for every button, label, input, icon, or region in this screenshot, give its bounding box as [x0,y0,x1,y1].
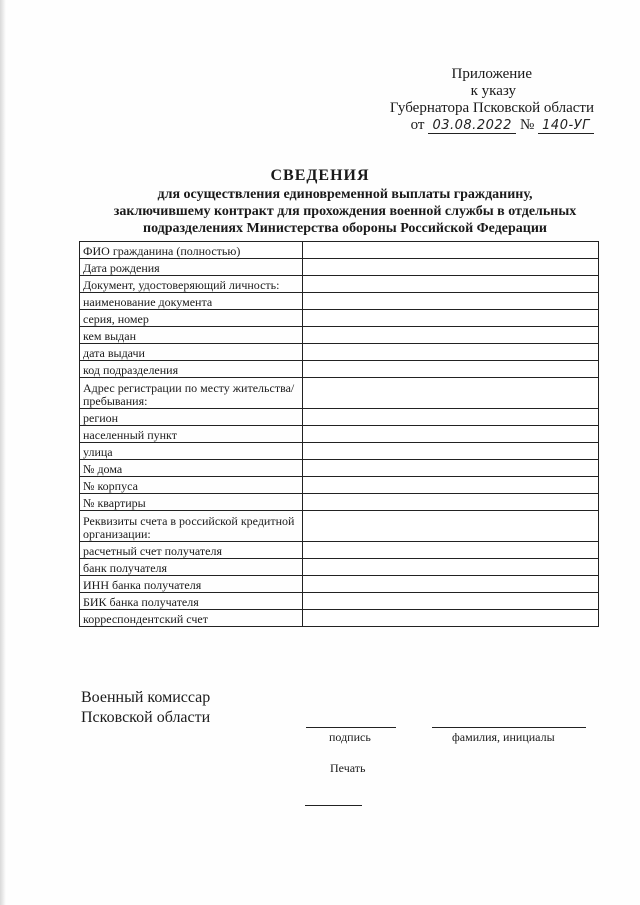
table-row [80,242,599,259]
table-row [80,378,599,409]
number-prefix: № [519,117,535,133]
table-row [80,511,599,542]
table-row [80,361,599,378]
signature-caption: подпись [329,730,371,744]
row-label: Документ, удостоверяющий личность: [80,276,303,293]
row-value-field[interactable] [303,276,599,293]
row-label: Дата рождения [80,259,303,276]
row-label: регион [80,409,303,426]
row-label: Реквизиты счета в российской кредитной организации: [80,511,303,542]
row-label: ФИО гражданина (полностью) [80,242,303,259]
row-value-field[interactable] [303,259,599,276]
row-value-field[interactable] [303,443,599,460]
row-value-field[interactable] [303,293,599,310]
signatory-title-line-2: Псковской области [81,709,211,726]
name-initials-caption: фамилия, инициалы [452,730,555,744]
row-value-field[interactable] [303,344,599,361]
signature-line[interactable] [306,727,396,728]
row-value-field[interactable] [303,310,599,327]
decree-label: к указу [470,83,516,99]
name-initials-line[interactable] [432,727,586,728]
row-value-field[interactable] [303,460,599,477]
row-label: корреспондентский счет [80,610,303,627]
subtitle-line-2: заключившему контракт для прохождения военной службы в отдельных [113,204,577,219]
info-form-table [79,241,599,627]
row-label: БИК банка получателя [80,593,303,610]
row-label: код подразделения [80,361,303,378]
governor-label: Губернатора Псковской области [389,100,594,116]
stamp-line [305,805,362,806]
decree-number: 140-УГ [538,119,594,134]
row-value-field[interactable] [303,426,599,443]
row-label: Адрес регистрации по месту жительства/пребывания: [80,378,303,409]
subtitle-line-1: для осуществления единовременной выплаты гражданину, [157,187,533,202]
row-label: улица [80,443,303,460]
table-row [80,593,599,610]
row-value-field[interactable] [303,610,599,627]
table-row [80,610,599,627]
table-row [80,344,599,361]
row-value-field[interactable] [303,494,599,511]
row-label: наименование документа [80,293,303,310]
appendix-label: Приложение [451,66,532,82]
row-value-field[interactable] [303,477,599,494]
row-value-field[interactable] [303,361,599,378]
row-value-field[interactable] [303,327,599,344]
row-value-field[interactable] [303,511,599,542]
table-row [80,426,599,443]
row-label: расчетный счет получателя [80,542,303,559]
row-label: серия, номер [80,310,303,327]
signatory-position [81,688,210,728]
table-row [80,576,599,593]
stamp-label: Печать [330,761,366,775]
table-row [80,559,599,576]
scan-edge-shadow [0,0,6,905]
row-value-field[interactable] [303,593,599,610]
table-row [80,293,599,310]
row-label: ИНН банка получателя [80,576,303,593]
document-title: СВЕДЕНИЯ [270,167,370,184]
row-label: банк получателя [80,559,303,576]
row-label: населенный пункт [80,426,303,443]
table-row [80,542,599,559]
table-row [80,460,599,477]
row-value-field[interactable] [303,378,599,409]
row-label: дата выдачи [80,344,303,361]
row-label: № квартиры [80,494,303,511]
appendix-header [294,66,594,134]
row-value-field[interactable] [303,542,599,559]
row-value-field[interactable] [303,559,599,576]
table-row [80,477,599,494]
signatory-title-line-1: Военный комиссар [81,689,211,706]
document-subtitle [80,186,610,237]
row-value-field[interactable] [303,409,599,426]
row-label: кем выдан [80,327,303,344]
row-label: № корпуса [80,477,303,494]
table-row [80,310,599,327]
decree-date-number [294,117,594,134]
decree-date: 03.08.2022 [428,119,516,134]
table-row [80,409,599,426]
row-label: № дома [80,460,303,477]
table-row [80,494,599,511]
date-prefix: от [410,117,425,133]
row-value-field[interactable] [303,242,599,259]
table-row [80,276,599,293]
table-row [80,327,599,344]
row-value-field[interactable] [303,576,599,593]
table-row [80,443,599,460]
subtitle-line-3: подразделениях Министерства обороны Российской Федерации [143,221,547,236]
table-row [80,259,599,276]
